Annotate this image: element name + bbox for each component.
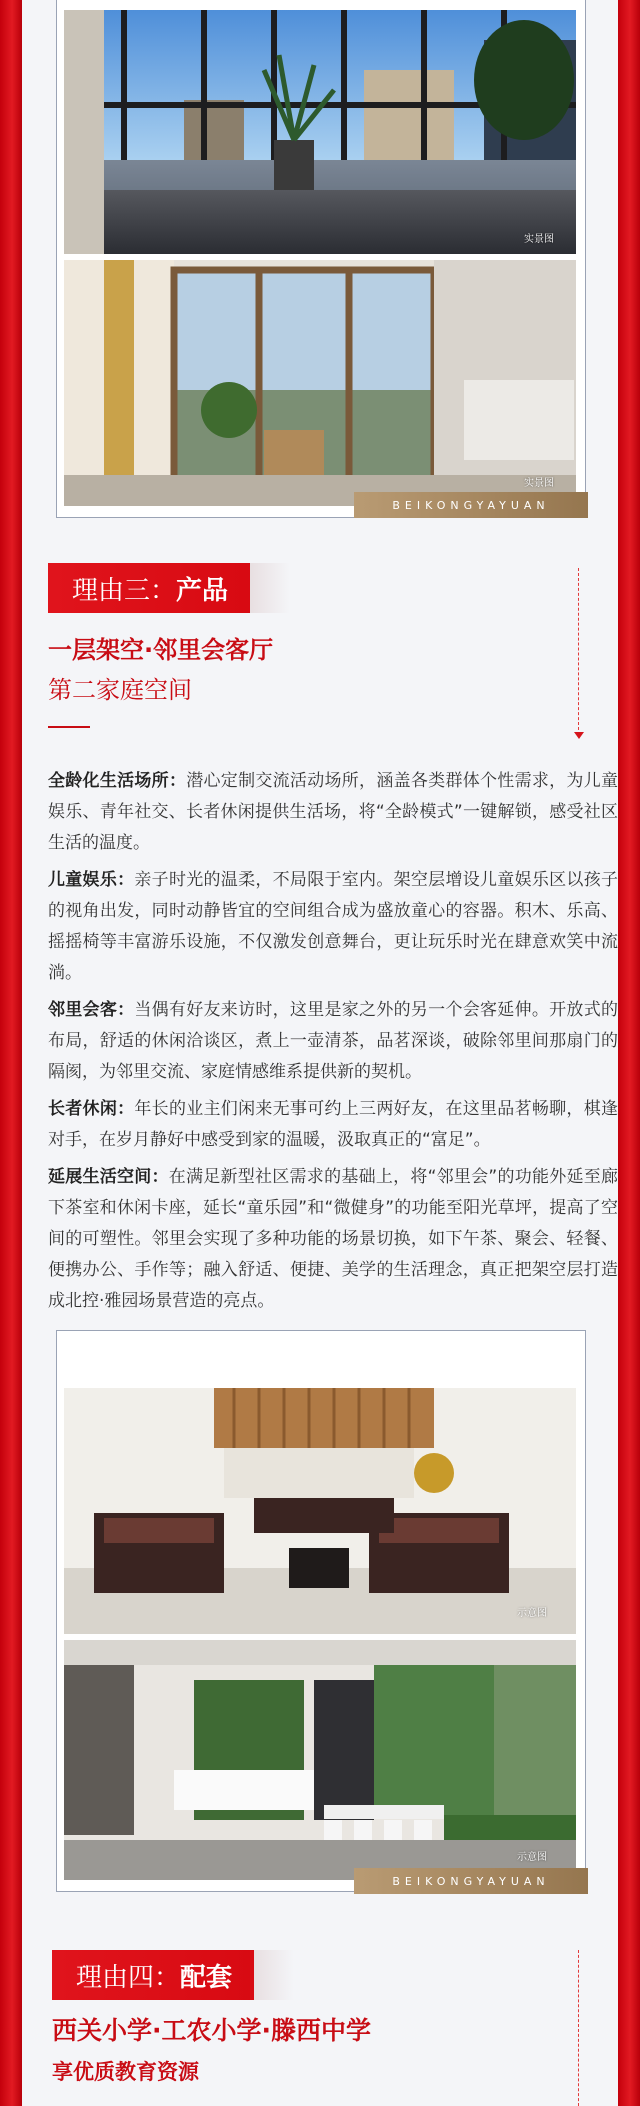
page-content <box>22 0 618 2106</box>
photo-label-schematic-1: 示意图 <box>517 1608 547 1619</box>
brand-banner-2: BEIKONGYAYUAN <box>354 1868 588 1894</box>
photo-balcony-room <box>64 260 576 506</box>
reason-three-banner <box>48 563 290 613</box>
photo-tea-bar <box>64 1640 576 1880</box>
section3-underline <box>48 726 90 728</box>
reason-four-name: 配套 <box>180 1962 233 1993</box>
photo-lounge <box>64 1388 576 1634</box>
photo-sales-lobby <box>64 10 576 254</box>
paragraph-all-age: 全龄化生活场所：潜心定制交流活动场所，涵盖各类群体个性需求，为儿童娱乐、青年社交、长者休闲提供生活场，将“全龄模式”一键解锁，感受社区生活的温度。 <box>48 771 618 853</box>
right-red-border <box>618 0 640 2106</box>
section3-body <box>48 766 618 1323</box>
paragraph-elders: 长者休闲：年长的业主们闲来无事可约上三两好友，在这里品茗畅聊，棋逢对手，在岁月静好中感受到家的温暖，汲取真正的“富足”。 <box>48 1099 618 1150</box>
reason-three-prefix: 理由三： <box>72 575 177 606</box>
photo-label-schematic-2: 示意图 <box>517 1852 547 1863</box>
brand-banner-1: BEIKONGYAYUAN <box>354 492 588 518</box>
section4-subline: 享优质教育资源 <box>52 2060 199 2084</box>
reason-four-banner <box>52 1950 294 2000</box>
reason-three-name: 产品 <box>176 575 229 606</box>
section3-arrow-icon <box>574 732 584 739</box>
paragraph-kids: 儿童娱乐：亲子时光的温柔，不局限于室内。架空层增设儿童娱乐区以孩子的视角出发，同时动静皆宜的空间组合成为盛放童心的容器。积木、乐高、摇摇椅等丰富游乐设施，不仅激发创意舞台，更让玩乐时光在肆意欢笑中流淌。 <box>48 870 618 983</box>
section3-headline: 一层架空·邻里会客厅 <box>48 636 274 664</box>
paragraph-extended-space: 延展生活空间：在满足新型社区需求的基础上，将“邻里会”的功能外延至廊下茶室和休闲卡座，延长“童乐园”和“微健身”的功能至阳光草坪，提高了空间的可塑性。邻里会实现了多种功能的场景切换，如下午茶、聚会、轻餐、便携办公、手作等；融入舒适、便捷、美学的生活理念，真正把架空层打造成北控·雅园场景营造的亮点。 <box>48 1167 618 1311</box>
section4-dashed-line <box>578 1950 579 2106</box>
photo-label-real-1: 实景图 <box>524 234 554 245</box>
reason-four-prefix: 理由四： <box>76 1962 181 1993</box>
paragraph-neighbors: 邻里会客：当偶有好友来访时，这里是家之外的另一个会客延伸。开放式的布局，舒适的休闲洽谈区，煮上一壶清茶，品茗深谈，破除邻里间那扇门的隔阂，为邻里交流、家庭情感维系提供新的契机。 <box>48 1000 618 1082</box>
section3-dashed-line <box>578 568 579 730</box>
photo-label-real-2: 实景图 <box>524 478 554 489</box>
section4-headline: 西关小学·工农小学·滕西中学 <box>52 2016 371 2045</box>
section3-subline: 第二家庭空间 <box>48 676 192 704</box>
left-red-border <box>0 0 22 2106</box>
